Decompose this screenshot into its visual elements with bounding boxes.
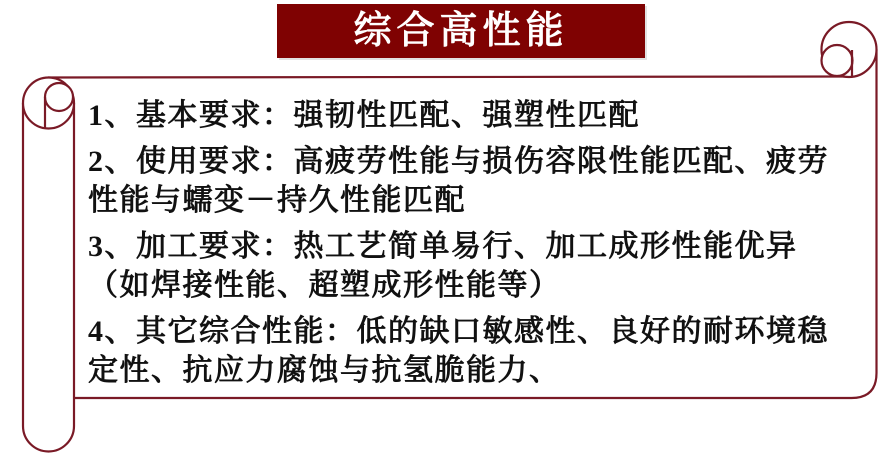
title-banner (277, 4, 645, 58)
requirement-item-4: 4、其它综合性能：低的缺口敏感性、良好的耐环境稳定性、抗应力腐蚀与抗氢脆能力、 (88, 315, 829, 387)
requirement-item-3: 3、加工要求：热工艺简单易行、加工成形性能优异（如焊接性能、超塑成形性能等） (88, 230, 798, 302)
requirements-list (88, 96, 860, 392)
page-title: 综合高性能 (353, 10, 569, 52)
scroll-right-curl-inner (822, 45, 853, 76)
requirement-item-1: 1、基本要求：强韧性匹配、强塑性匹配 (88, 99, 640, 132)
requirement-item-2: 2、使用要求：高疲劳性能与损伤容限性能匹配、疲劳性能与蠕变－持久性能匹配 (88, 145, 829, 217)
scroll-top-edge (48, 77, 849, 78)
scroll-left-roll-tube (23, 103, 74, 452)
scroll-left-curl-inner (45, 83, 73, 111)
